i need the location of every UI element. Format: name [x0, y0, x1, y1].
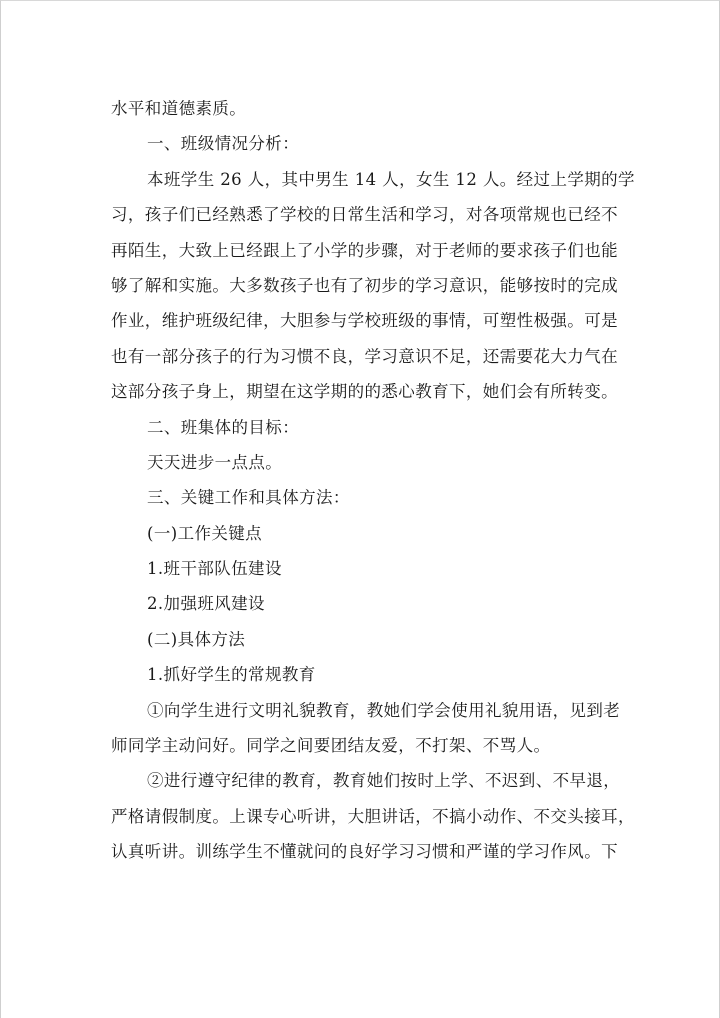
text-line: 严格请假制度。上课专心听讲，大胆讲话，不搞小动作、不交头接耳， — [111, 806, 635, 826]
text-line: 也有一部分孩子的行为习惯不良，学习意识不足，还需要花大力气在 — [111, 346, 618, 366]
text-line: ②进行遵守纪律的教育，教育她们按时上学、不迟到、不早退， — [147, 771, 621, 791]
text-line: ①向学生进行文明礼貌教育，教她们学会使用礼貌用语，见到老 — [147, 700, 621, 720]
text-line: 师同学主动问好。同学之间要团结友爱，不打架、不骂人。 — [111, 736, 551, 756]
section-heading: 一、班级情况分析： — [147, 134, 300, 154]
text-line: 认真听讲。训练学生不懂就问的良好学习习惯和严谨的学习作风。下 — [111, 842, 618, 862]
section-heading: 二、班集体的目标： — [147, 417, 300, 437]
list-item: 2.加强班风建设 — [147, 594, 265, 614]
subsection-heading: (二)具体方法 — [147, 629, 246, 649]
document-body — [111, 91, 635, 870]
list-item: 1.抓好学生的常规教育 — [147, 665, 316, 685]
text-line: 作业，维护班级纪律，大胆参与学校班级的事情，可塑性极强。可是 — [111, 311, 618, 331]
text-line: 天天进步一点点。 — [147, 452, 283, 472]
text-line: 这部分孩子身上，期望在这学期的的悉心教育下，她们会有所转变。 — [111, 382, 618, 402]
subsection-heading: (一)工作关键点 — [147, 523, 263, 543]
text-line: 水平和道德素质。 — [111, 99, 247, 118]
text-line: 本班学生 26 人，其中男生 14 人，女生 12 人。经过上学期的学 — [147, 169, 635, 189]
section-heading: 三、关键工作和具体方法： — [147, 488, 350, 508]
text-line: 再陌生，大致上已经跟上了小学的步骤，对于老师的要求孩子们也能 — [111, 240, 618, 260]
text-line: 习，孩子们已经熟悉了学校的日常生活和学习，对各项常规也已经不 — [111, 205, 618, 225]
list-item: 1.班干部队伍建设 — [147, 559, 282, 579]
text-line: 够了解和实施。大多数孩子也有了初步的学习意识，能够按时的完成 — [111, 275, 618, 295]
